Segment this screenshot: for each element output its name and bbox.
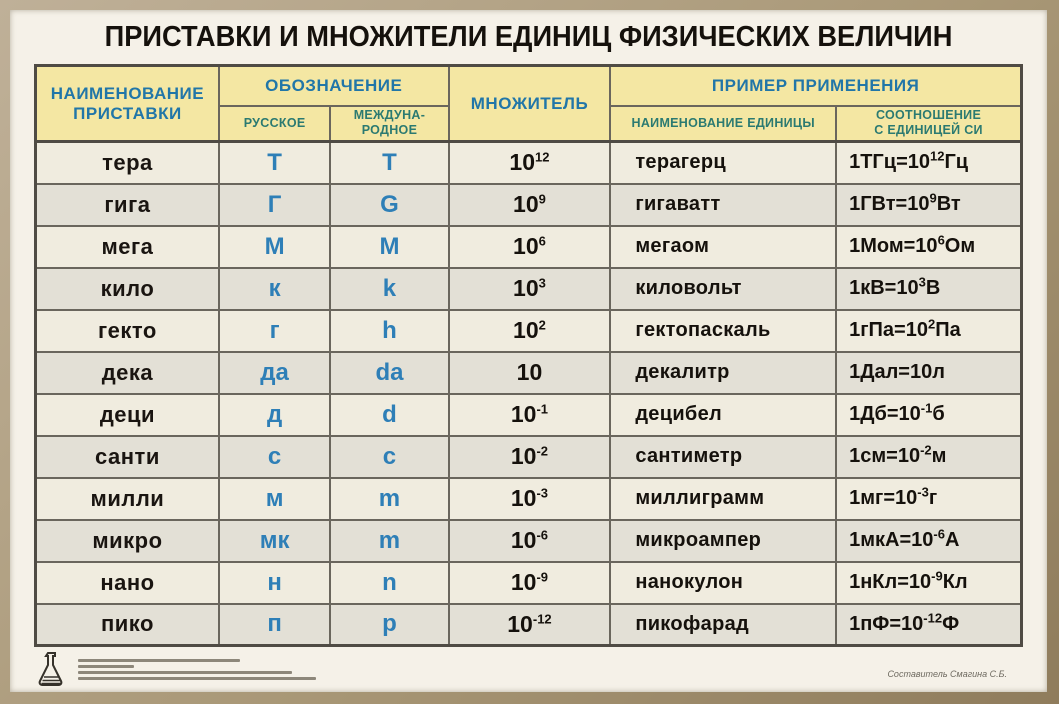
prefix-cell: микро bbox=[36, 520, 219, 562]
si-relation-cell bbox=[836, 478, 1021, 520]
multiplier-cell bbox=[449, 226, 611, 268]
multiplier-cell bbox=[449, 604, 611, 646]
publisher-text-line bbox=[78, 671, 292, 674]
relation-exponent: -12 bbox=[923, 610, 943, 626]
russian-symbol-cell: с bbox=[219, 436, 330, 478]
publisher-flask-icon bbox=[36, 651, 66, 687]
russian-symbol-cell: д bbox=[219, 394, 330, 436]
unit-name-cell: микроампер bbox=[610, 520, 836, 562]
relation-post: г bbox=[928, 487, 938, 509]
multiplier-cell bbox=[449, 310, 611, 352]
unit-name-cell: нанокулон bbox=[610, 562, 836, 604]
russian-symbol-cell: Т bbox=[219, 142, 330, 184]
multiplier-cell bbox=[449, 268, 611, 310]
table-row-kilo bbox=[36, 268, 1022, 310]
russian-symbol-cell: п bbox=[219, 604, 330, 646]
international-symbol-cell: n bbox=[330, 562, 448, 604]
international-symbol-cell: p bbox=[330, 604, 448, 646]
relation-exponent: 9 bbox=[929, 190, 937, 206]
si-relation-cell bbox=[836, 142, 1021, 184]
multiplier-cell bbox=[449, 184, 611, 226]
si-relation-cell bbox=[836, 520, 1021, 562]
multiplier-cell bbox=[449, 394, 611, 436]
prefix-cell: мега bbox=[36, 226, 219, 268]
header-prefix-name bbox=[36, 66, 219, 142]
si-relation-cell bbox=[836, 436, 1021, 478]
publisher-text-line bbox=[78, 665, 134, 668]
si-relation-cell bbox=[836, 184, 1021, 226]
relation-pre: 1ТГц=10 bbox=[849, 151, 930, 174]
table-row-hecto bbox=[36, 310, 1022, 352]
multiplier-exponent: 2 bbox=[538, 317, 546, 333]
table-row-deci bbox=[36, 394, 1022, 436]
relation-exponent: 6 bbox=[937, 232, 945, 248]
multiplier-exponent: -1 bbox=[536, 401, 549, 417]
relation-exponent: 2 bbox=[927, 316, 936, 332]
table-row-nano bbox=[36, 562, 1022, 604]
header-si-line2: С ЕДИНИЦЕЙ СИ bbox=[874, 123, 983, 138]
relation-pre: 1кВ=10 bbox=[849, 277, 919, 299]
multiplier-base: 10 bbox=[510, 569, 537, 595]
multiplier-base: 10 bbox=[516, 359, 543, 385]
international-symbol-cell: M bbox=[330, 226, 448, 268]
unit-name-cell: мегаом bbox=[610, 226, 836, 268]
international-symbol-cell: m bbox=[330, 478, 448, 520]
international-symbol-cell: h bbox=[330, 310, 448, 352]
international-symbol-cell: k bbox=[330, 268, 448, 310]
relation-exponent: -3 bbox=[917, 484, 929, 500]
unit-name-cell: терагерц bbox=[610, 142, 836, 184]
unit-name-cell: пикофарад bbox=[610, 604, 836, 646]
multiplier-cell bbox=[449, 478, 611, 520]
multiplier-cell bbox=[449, 562, 611, 604]
relation-post: Кл bbox=[942, 571, 968, 593]
relation-pre: 1гПа=10 bbox=[849, 319, 928, 341]
header-international-line1: МЕЖДУНА- bbox=[353, 108, 426, 123]
relation-pre: 1Дб=10 bbox=[849, 403, 921, 425]
poster bbox=[10, 10, 1047, 692]
international-symbol-cell: T bbox=[330, 142, 448, 184]
relation-post: м bbox=[931, 445, 947, 467]
relation-post: В bbox=[925, 277, 941, 299]
prefix-cell: нано bbox=[36, 562, 219, 604]
russian-symbol-cell: Г bbox=[219, 184, 330, 226]
poster-footer bbox=[34, 647, 1023, 689]
table-row-deca bbox=[36, 352, 1022, 394]
multiplier-cell bbox=[449, 520, 611, 562]
table-row-centi bbox=[36, 436, 1022, 478]
unit-name-cell: миллиграмм bbox=[610, 478, 836, 520]
relation-post: б bbox=[932, 403, 945, 425]
prefix-cell: санти bbox=[36, 436, 219, 478]
relation-post: л bbox=[932, 361, 945, 383]
header-example: ПРИМЕР ПРИМЕНЕНИЯ bbox=[610, 66, 1021, 106]
relation-post: Гц bbox=[944, 151, 969, 174]
table-row-pico bbox=[36, 604, 1022, 646]
international-symbol-cell: c bbox=[330, 436, 448, 478]
header-multiplier: МНОЖИТЕЛЬ bbox=[449, 66, 611, 142]
russian-symbol-cell: да bbox=[219, 352, 330, 394]
relation-exponent: 12 bbox=[930, 148, 945, 164]
russian-symbol-cell: к bbox=[219, 268, 330, 310]
multiplier-base: 10 bbox=[509, 149, 536, 176]
header-russian: РУССКОЕ bbox=[219, 106, 330, 142]
russian-symbol-cell: н bbox=[219, 562, 330, 604]
header-designation: ОБОЗНАЧЕНИЕ bbox=[219, 66, 449, 106]
multiplier-base: 10 bbox=[513, 317, 539, 343]
table-row-milli bbox=[36, 478, 1022, 520]
multiplier-exponent: 3 bbox=[538, 275, 546, 291]
unit-name-cell: гектопаскаль bbox=[610, 310, 836, 352]
multiplier-exponent: -2 bbox=[536, 443, 549, 459]
russian-symbol-cell: мк bbox=[219, 520, 330, 562]
russian-symbol-cell: м bbox=[219, 478, 330, 520]
relation-post: Ом bbox=[944, 235, 976, 257]
russian-symbol-cell: М bbox=[219, 226, 330, 268]
table-row-micro bbox=[36, 520, 1022, 562]
prefix-cell: тера bbox=[36, 142, 219, 184]
multiplier-exponent: -12 bbox=[532, 611, 552, 627]
multiplier-exponent: 9 bbox=[538, 191, 546, 207]
unit-name-cell: декалитр bbox=[610, 352, 836, 394]
relation-pre: 1Дал=10 bbox=[849, 361, 933, 383]
relation-exponent: -6 bbox=[933, 526, 945, 542]
relation-post: Вт bbox=[936, 193, 961, 215]
relation-pre: 1мкА=10 bbox=[849, 529, 934, 551]
header-international-line2: РОДНОЕ bbox=[361, 123, 418, 138]
prefixes-table bbox=[34, 64, 1023, 647]
multiplier-exponent: -6 bbox=[536, 527, 549, 543]
prefix-cell: пико bbox=[36, 604, 219, 646]
si-relation-cell bbox=[836, 268, 1021, 310]
relation-post: Ф bbox=[942, 612, 960, 635]
poster-title: ПРИСТАВКИ И МНОЖИТЕЛИ ЕДИНИЦ ФИЗИЧЕСКИХ ВЕЛИЧИН bbox=[104, 21, 953, 53]
relation-pre: 1Мом=10 bbox=[849, 235, 938, 257]
multiplier-exponent: -9 bbox=[536, 569, 549, 585]
si-relation-cell bbox=[836, 604, 1021, 646]
international-symbol-cell: d bbox=[330, 394, 448, 436]
international-symbol-cell: m bbox=[330, 520, 448, 562]
prefix-cell: кило bbox=[36, 268, 219, 310]
compiler-credit: Составитель Смагина С.Б. bbox=[887, 669, 1007, 679]
relation-exponent: 3 bbox=[918, 274, 926, 290]
table-row-giga bbox=[36, 184, 1022, 226]
international-symbol-cell: G bbox=[330, 184, 448, 226]
relation-exponent: -2 bbox=[920, 442, 932, 458]
si-relation-cell bbox=[836, 394, 1021, 436]
relation-exponent: -1 bbox=[920, 400, 933, 416]
header-prefix-line1: НАИМЕНОВАНИЕ bbox=[50, 83, 205, 103]
multiplier-exponent: -3 bbox=[536, 485, 549, 501]
relation-exponent: -9 bbox=[931, 568, 943, 584]
header-unit-name: НАИМЕНОВАНИЕ ЕДИНИЦЫ bbox=[610, 106, 836, 142]
si-relation-cell bbox=[836, 226, 1021, 268]
multiplier-cell bbox=[449, 142, 611, 184]
header-international bbox=[330, 106, 448, 142]
multiplier-cell bbox=[449, 436, 611, 478]
si-relation-cell bbox=[836, 310, 1021, 352]
multiplier-exponent: 12 bbox=[535, 149, 550, 165]
relation-post: А bbox=[944, 529, 960, 551]
multiplier-base: 10 bbox=[513, 191, 539, 217]
unit-name-cell: гигаватт bbox=[610, 184, 836, 226]
prefix-cell: гекто bbox=[36, 310, 219, 352]
relation-pre: 1мг=10 bbox=[849, 487, 918, 509]
publisher-text-line bbox=[78, 659, 240, 662]
publisher-info-lines bbox=[78, 659, 316, 680]
prefix-cell: дека bbox=[36, 352, 219, 394]
multiplier-base: 10 bbox=[510, 443, 537, 469]
relation-pre: 1нКл=10 bbox=[849, 571, 932, 593]
prefix-cell: гига bbox=[36, 184, 219, 226]
si-relation-cell bbox=[836, 352, 1021, 394]
multiplier-exponent: 6 bbox=[538, 233, 546, 249]
prefix-cell: милли bbox=[36, 478, 219, 520]
si-relation-cell bbox=[836, 562, 1021, 604]
unit-name-cell: сантиметр bbox=[610, 436, 836, 478]
multiplier-base: 10 bbox=[507, 610, 533, 637]
unit-name-cell: децибел bbox=[610, 394, 836, 436]
relation-pre: 1см=10 bbox=[849, 445, 921, 467]
multiplier-base: 10 bbox=[513, 275, 539, 301]
table-row-mega bbox=[36, 226, 1022, 268]
multiplier-base: 10 bbox=[510, 485, 537, 511]
header-si-line1: СООТНОШЕНИЕ bbox=[875, 108, 982, 123]
relation-pre: 1ГВт=10 bbox=[849, 193, 930, 215]
header-prefix-line2: ПРИСТАВКИ bbox=[73, 103, 182, 123]
publisher-text-line bbox=[78, 677, 316, 680]
international-symbol-cell: da bbox=[330, 352, 448, 394]
russian-symbol-cell: г bbox=[219, 310, 330, 352]
relation-pre: 1пФ=10 bbox=[849, 612, 924, 635]
multiplier-base: 10 bbox=[513, 233, 539, 259]
prefix-cell: деци bbox=[36, 394, 219, 436]
header-si-relation bbox=[836, 106, 1021, 142]
relation-post: Па bbox=[935, 319, 961, 341]
multiplier-base: 10 bbox=[510, 401, 537, 427]
unit-name-cell: киловольт bbox=[610, 268, 836, 310]
multiplier-cell bbox=[449, 352, 611, 394]
table-row-tera bbox=[36, 142, 1022, 184]
multiplier-base: 10 bbox=[510, 527, 537, 553]
